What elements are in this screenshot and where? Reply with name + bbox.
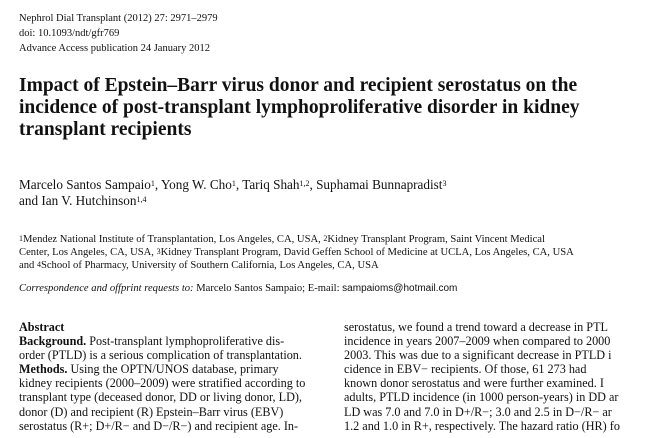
- title-line-1: Impact of Epstein–Barr virus donor and recipient serostatus on the: [19, 75, 578, 96]
- abstract-line: transplant type (deceased donor, DD or living donor, LD),: [19, 390, 302, 405]
- abstract-line: LD was 7.0 and 7.0 in D+/R−; 3.0 and 2.5 in D−/R− ar: [344, 404, 612, 419]
- advance-access-date: Advance Access publication 24 January 2012: [19, 43, 210, 54]
- abstract-line: adults, PTLD incidence (in 1000 person-years) in DD ar: [344, 390, 619, 405]
- affiliation-text: Kidney Transplant Program, Saint Vincent Medical: [327, 234, 545, 245]
- article-title: [19, 75, 644, 141]
- author-list: [19, 177, 446, 209]
- affiliation-number: 1: [19, 234, 23, 243]
- abstract-line: serostatus (R+; D+/R− and D−/R−) and recipient age. In-: [19, 418, 299, 433]
- abstract-line: known donor serostatus and were further examined. I: [344, 376, 604, 391]
- abstract-line: kidney recipients (2000–2009) were stratified according to: [19, 376, 306, 391]
- author-line-1: Marcelo Santos Sampaio$^1$, Yong W. Cho$^1$, Tariq Shah$^{1,2}$, Suphamai Bunnapradist$^3$: [19, 177, 447, 192]
- doi[interactable]: doi: 10.1093/ndt/gfr769: [19, 28, 120, 39]
- author-line-2: and Ian V. Hutchinson$^{1,4}$: [19, 193, 147, 208]
- abstract-line: 2003. This was due to a significant decrease in PTLD i: [344, 348, 612, 363]
- journal-citation: Nephrol Dial Transplant (2012) 27: 2971–2979: [19, 13, 218, 24]
- affiliation-line-1: [19, 233, 574, 246]
- abstract-column-left: [19, 320, 329, 433]
- title-line-2: incidence of post-transplant lymphoproliferative disorder in kidney: [19, 97, 580, 118]
- author-affiliation-ref: 1: [150, 179, 155, 188]
- abstract-text: Using the OPTN/UNOS database, primary: [67, 362, 279, 377]
- author-name[interactable]: Tariq Shah: [242, 177, 300, 192]
- abstract-text: Post-transplant lymphoproliferative dis-: [86, 334, 285, 349]
- correspondence-label: Correspondence and offprint requests to:: [19, 283, 194, 294]
- author-name[interactable]: Yong W. Cho: [160, 177, 232, 192]
- author-affiliation-ref: 1,2: [299, 179, 310, 188]
- abstract-line: 1.2 and 1.0 in R+, respectively. The hazard ratio (HR) fo: [344, 418, 620, 433]
- correspondence-line: [19, 283, 457, 294]
- author-name[interactable]: Ian V. Hutchinson: [41, 193, 137, 208]
- abstract-line: donor (D) and recipient (R) Epstein–Barr virus (EBV): [19, 404, 284, 419]
- affiliation-text: Kidney Transplant Program, David Geffen School of Medicine at UCLA, Los Angeles, CA, USA: [160, 247, 574, 258]
- affiliation-number: 3: [156, 247, 161, 256]
- author-affiliation-ref: 1: [231, 179, 236, 188]
- author-affiliation-ref: 3: [442, 179, 447, 188]
- title-line-3: transplant recipients: [19, 119, 192, 140]
- methods-label: Methods.: [19, 362, 68, 377]
- author-name[interactable]: Marcelo Santos Sampaio: [19, 177, 151, 192]
- correspondence-name: Marcelo Santos Sampaio; E-mail:: [193, 283, 343, 294]
- affiliation-number: 2: [323, 234, 328, 243]
- affiliation-line-3: [19, 259, 574, 272]
- correspondence-email[interactable]: sampaioms@hotmail.com: [342, 283, 458, 294]
- abstract-line: [19, 334, 329, 348]
- affiliation-text: and: [19, 260, 37, 271]
- affiliation-number: 4: [36, 260, 41, 269]
- abstract-line: [19, 362, 329, 376]
- abstract-line: order (PTLD) is a serious complication of transplantation.: [19, 348, 302, 363]
- affiliation-text: Center, Los Angeles, CA, USA,: [19, 247, 157, 258]
- author-affiliation-ref: 1,4: [136, 195, 147, 204]
- abstract-line: cidence in EBV− recipients. Of those, 61 273 had: [344, 362, 587, 377]
- background-label: Background.: [19, 334, 87, 349]
- affiliation-text: School of Pharmacy, University of Southern California, Los Angeles, CA, USA: [40, 260, 379, 271]
- affiliation-text: Mendez National Institute of Transplantation, Los Angeles, CA, USA,: [23, 234, 324, 245]
- author-name[interactable]: Suphamai Bunnapradist: [316, 177, 443, 192]
- abstract-heading: Abstract: [19, 320, 65, 334]
- abstract-column-right: [344, 320, 646, 433]
- abstract-line: serostatus, we found a trend toward a decrease in PTL: [344, 320, 608, 334]
- abstract-line: incidence in years 2007–2009 when compared to 2000: [344, 334, 611, 349]
- affiliations: [19, 233, 574, 272]
- affiliation-line-2: [19, 246, 574, 259]
